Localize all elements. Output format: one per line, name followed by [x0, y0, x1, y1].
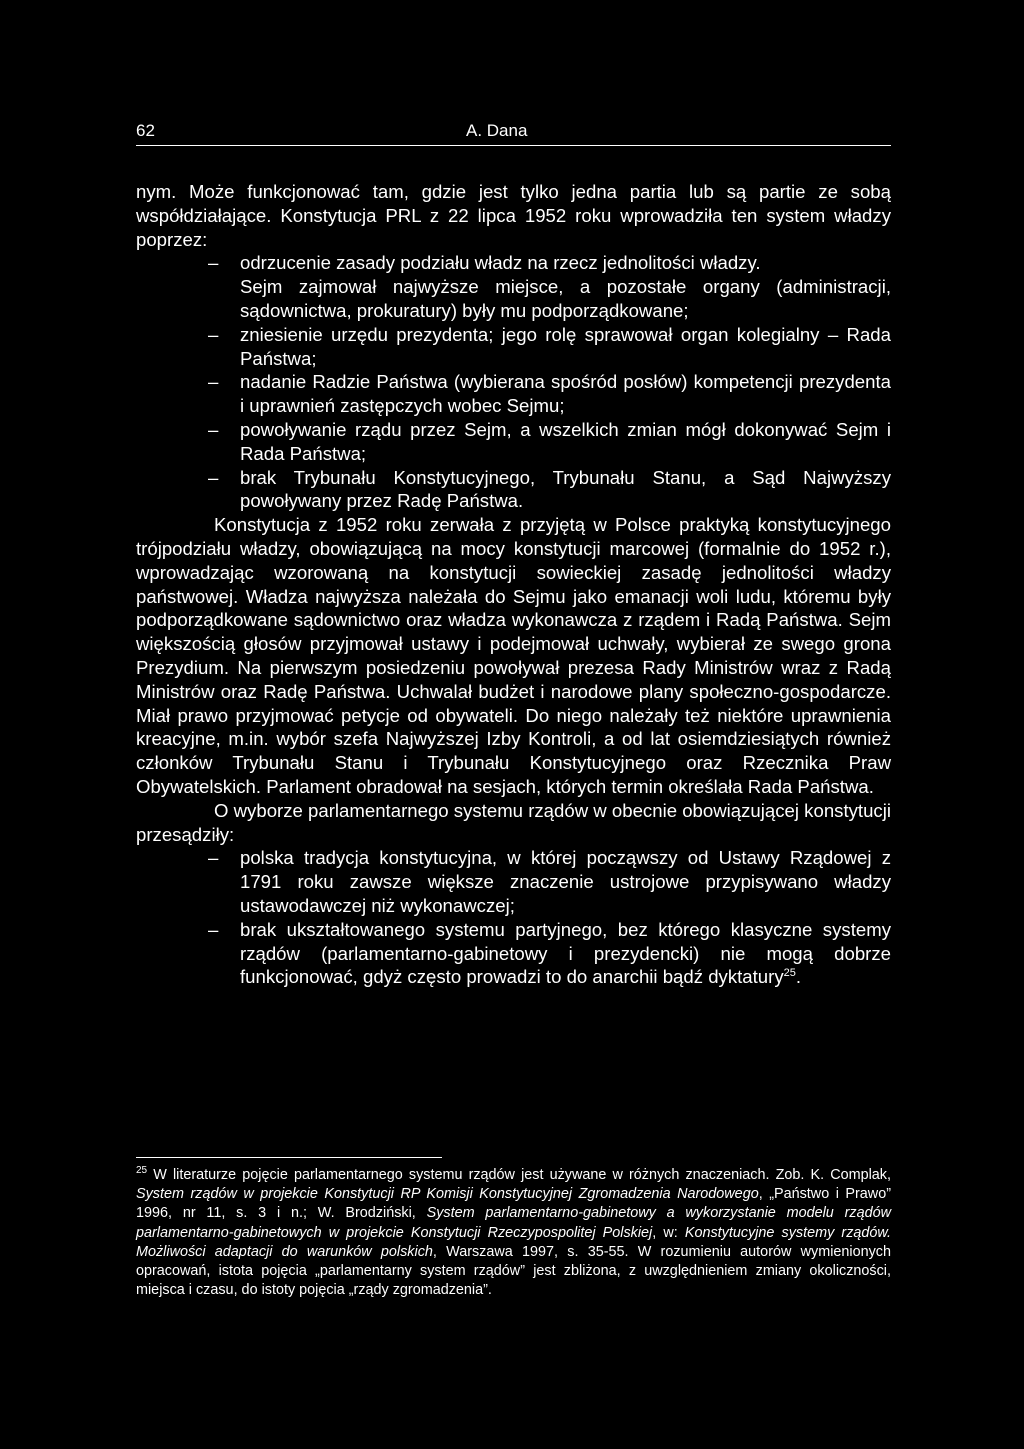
list-item: – polska tradycja konstytucyjna, w której począwszy od Ustawy Rządowej z 1791 roku zawsze większe znaczenie ustrojowe przypisywano władzy ustawodawczej niż wykonawczej; — [208, 847, 891, 916]
list-current-constitution — [136, 846, 891, 989]
dash-bullet: – — [208, 418, 219, 440]
dash-bullet: – — [208, 323, 219, 345]
list-item: – brak ukształtowanego systemu partyjnego, bez którego klasyczne systemy rządów (parlamentarno-gabinetowy i prezydencki) nie mogą dobrze funkcjonować, gdyż często prowadzi to do anarchii bądź dyktatury$^{25}$. — [208, 918, 891, 988]
footnote-text: $^{25}$ W literaturze pojęcie parlamentarnego systemu rządów jest używane w różnych znaczeniach. Zob. K. Complak, System rządów w projekcie Konstytucji RP Komisji Konstytucyjnej Zgromadzenia Narodowego, „Państwo i Prawo” 1996, nr 11, s. 3 i n.; W. Brodziński, System parlamentarno-gabinetowy a wykorzystanie modelu rządów parlamentarno-gabinetowych w projekcie Konstytucji Rzeczypospolitej Polskiej, w: Konstytucyjne systemy rządów. Możliwości adaptacji do warunków polskich, Warszawa 1997, s. 35-55. W rozumieniu autorów wymienionych opracowań, istota pojęcia „parlamentarny system rządów” jest zbliżona, z uwzględnieniem zmiany okoliczności, miejsca i czasu, do istoty pojęcia „rządy zgromadzenia”. — [136, 1165, 892, 1299]
paragraph-2: Konstytucja z 1952 roku zerwała z przyjętą w Polsce praktyką konstytucyjnego trójpodziału władzy, obowiązującą na mocy konstytucji marcowej (formalnie do 1952 r.), wprowadzając wzorowaną na konstytucji sowieckiej zasadę jednolitości władzy państwowej. Władza najwyższa należała do Sejmu jako emanacji woli ludu, któremu były podporządkowane sądownictwo oraz władza wykonawcza z rządem i Radą Państwa. Sejm większością głosów przyjmował ustawy i podejmował uchwały, wybierał ze swego grona Prezydium. Na pierwszym posiedzeniu powoływał prezesa Rady Ministrów wraz z Radą Ministrów oraz Radę Państwa. Uchwalał budżet i narodowe plany społeczno-gospodarcze. Miał prawo przyjmować petycje od obywateli. Do niego należały też niektóre uprawnienia kreacyjne, m.in. wybór szefa Najwyższej Izby Kontroli, a od lat osiemdziesiątych również członków Trybunału Stanu i Trybunału Konstytucyjnego oraz Rzecznika Praw Obywatelskich. Parlament obradował na sesjach, których termin określała Rada Państwa. — [136, 514, 891, 797]
running-head-author: A. Dana — [466, 121, 528, 140]
list-item: – brak Trybunału Konstytucyjnego, Trybunału Stanu, a Sąd Najwyższy powoływany przez Radę Państwa. — [208, 466, 891, 512]
footnote-ref[interactable]: 25 — [783, 967, 796, 980]
list-item: – nadanie Radzie Państwa (wybierana spośród posłów) kompetencji prezydenta i uprawnień zastępczych wobec Sejmu; — [208, 371, 891, 417]
paragraph-1: nym. Może funkcjonować tam, gdzie jest tylko jedna partia lub są partie ze sobą współdziałające. Konstytucja PRL z 22 lipca 1952 roku wprowadziła ten system władzy poprzez: — [136, 181, 891, 250]
dash-bullet: – — [208, 466, 219, 488]
footnote-number: 25 — [136, 1165, 148, 1177]
main-text — [136, 180, 891, 989]
footnote-25 — [136, 1166, 891, 1300]
page-body — [136, 120, 891, 989]
page-number: 62 — [136, 121, 155, 140]
list-item: – powoływanie rządu przez Sejm, a wszelkich zmian mógł dokonywać Sejm i Rada Państwa; — [208, 418, 891, 464]
footnote-rule — [136, 1157, 442, 1158]
paragraph-3: O wyborze parlamentarnego systemu rządów w obecnie obowiązującej konstytucji przesądziły: — [136, 799, 891, 845]
dash-bullet: – — [208, 918, 219, 940]
list-1952-system — [136, 251, 891, 275]
dash-bullet: – — [208, 371, 219, 393]
dash-bullet: – — [208, 847, 219, 869]
list-1952-system-cont — [136, 323, 891, 513]
dash-bullet: – — [208, 252, 219, 274]
list-item: – zniesienie urzędu prezydenta; jego rolę sprawował organ kolegialny – Rada Państwa; — [208, 323, 891, 369]
list-item: – odrzucenie zasady podziału władz na rzecz jednolitości władzy. — [208, 252, 761, 274]
list-item-continuation: Sejm zajmował najwyższe miejsce, a pozostałe organy (administracji, sądownictwa, prokuratury) były mu podporządkowane; — [240, 276, 891, 321]
running-header — [136, 120, 891, 146]
